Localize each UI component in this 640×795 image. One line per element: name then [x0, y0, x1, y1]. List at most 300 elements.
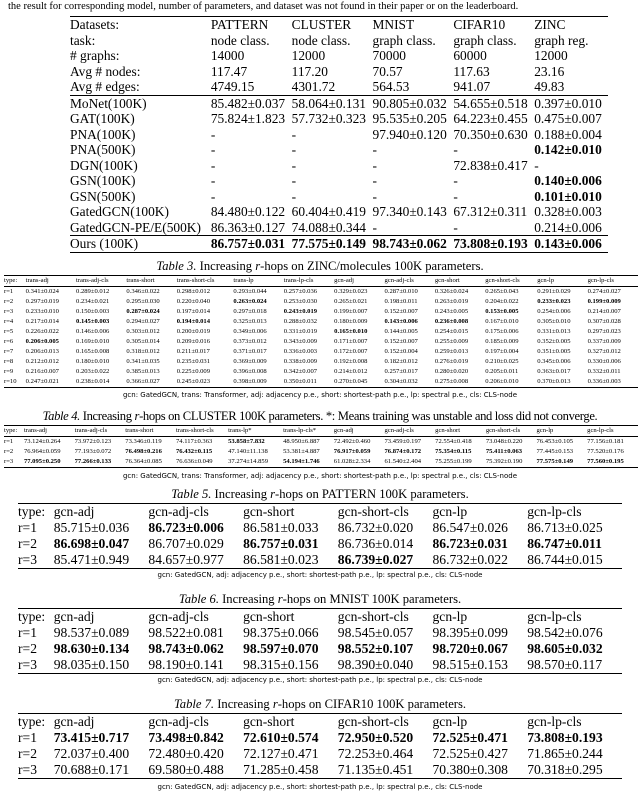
- cell: [433, 762, 528, 779]
- row-label: r=7: [4, 348, 14, 355]
- column-header: gcn-adj: [53, 504, 95, 519]
- cell: [125, 437, 176, 448]
- cell: [384, 437, 435, 448]
- column-header: trans-lp: [233, 276, 283, 287]
- cell: [76, 377, 126, 388]
- cell: [284, 307, 334, 317]
- row-label: MoNet(100K): [70, 95, 211, 111]
- cell-value: 86.363±0.127: [210, 219, 286, 235]
- cell: [211, 204, 292, 220]
- cell-value: 72.480±0.420: [148, 746, 224, 761]
- cell-value: 0.101±0.010: [534, 188, 602, 204]
- cell: [148, 520, 243, 536]
- cell: [588, 317, 638, 327]
- cell-value: 86.723±0.031: [432, 536, 508, 551]
- cell: [76, 317, 126, 327]
- cell-value: 71.135±0.451: [337, 762, 414, 777]
- table-row: [70, 220, 608, 236]
- cell-value: 0.146±0.006: [76, 328, 110, 335]
- cell-value: 0.245±0.023: [176, 378, 211, 385]
- row-label: PNA(500K): [70, 142, 136, 157]
- cell-value: -: [210, 173, 216, 188]
- cell: [373, 158, 454, 174]
- cell-value: 0.330±0.006: [587, 358, 621, 365]
- table-row: [18, 762, 622, 779]
- cell-value: -: [372, 142, 377, 157]
- cell: [433, 552, 528, 569]
- cell: [284, 327, 334, 337]
- cell-value: 86.736±0.014: [337, 536, 414, 551]
- cell: [435, 317, 485, 327]
- cell-value: 0.346±0.022: [126, 288, 160, 295]
- row-label: r=8: [4, 358, 14, 365]
- table-row: [4, 317, 638, 327]
- cell: [588, 307, 638, 317]
- cell-value: 0.343±0.009: [283, 338, 318, 345]
- cell-value: 0.192±0.008: [334, 358, 368, 365]
- table-row: [4, 447, 638, 457]
- cell-value: 0.238±0.014: [76, 378, 110, 385]
- cell: [177, 327, 234, 337]
- cell: [54, 552, 149, 569]
- cell: [177, 297, 234, 307]
- cell: 14000: [210, 48, 245, 63]
- cell: [243, 657, 338, 674]
- cell-value: 76.453±0.105: [536, 438, 574, 445]
- cell: [243, 552, 338, 569]
- cell-value: 0.294±0.027: [126, 318, 160, 325]
- cell-value: 0.338±0.009: [283, 358, 318, 365]
- cell: [243, 730, 338, 746]
- table5: [18, 503, 622, 569]
- cell: 70000: [372, 48, 406, 63]
- cell-value: 0.197±0.014: [176, 308, 211, 315]
- cell: [537, 307, 587, 317]
- caption-text: Increasing: [196, 259, 256, 273]
- cell-value: 0.259±0.013: [434, 348, 469, 355]
- cell-value: 0.265±0.021: [334, 298, 368, 305]
- cell-value: 47.140±11.138: [228, 448, 268, 455]
- cell-value: 98.545±0.057: [337, 625, 414, 640]
- caption-variable: r: [270, 487, 276, 501]
- cell: [534, 158, 608, 174]
- cell-value: 0.206±0.005: [25, 338, 59, 345]
- column-header: gcn-short: [435, 276, 485, 287]
- cell-value: 0.287±0.010: [384, 288, 418, 295]
- cell: [537, 327, 587, 337]
- cell: [435, 447, 486, 457]
- cell-value: 0.332±0.011: [587, 368, 621, 375]
- cell: [588, 357, 638, 367]
- cell-value: 0.280±0.020: [434, 368, 469, 375]
- cell-value: 76.498±0.216: [125, 448, 162, 455]
- cell-value: 0.275±0.008: [434, 378, 469, 385]
- table-row: [70, 189, 608, 205]
- row-label: r=9: [4, 368, 14, 375]
- cell: [148, 746, 243, 762]
- cell-value: 0.180±0.010: [76, 358, 110, 365]
- cell-value: 0.185±0.009: [485, 338, 519, 345]
- caption-label: Table 3.: [156, 259, 197, 273]
- cell-value: 72.525±0.471: [432, 730, 508, 745]
- cell: [534, 95, 608, 111]
- cell-value: -: [453, 173, 458, 188]
- cell: [284, 377, 334, 388]
- column-header: gcn-adj-cls: [148, 714, 209, 729]
- table4: [4, 425, 638, 468]
- cell-value: 77.575±0.149: [536, 458, 574, 465]
- cell: MNIST: [372, 17, 415, 32]
- cell: [433, 657, 528, 674]
- cell: [292, 142, 373, 158]
- cell-value: 0.475±0.007: [534, 111, 602, 126]
- cell-value: 90.805±0.032: [372, 95, 447, 111]
- cell: [385, 357, 435, 367]
- cell: [534, 173, 608, 189]
- cell: [588, 287, 638, 298]
- caption-label: Table 6.: [178, 592, 219, 606]
- cell: [233, 357, 283, 367]
- caption-text: -hops on CIFAR10 100K parameters.: [277, 697, 467, 711]
- column-header: trans-adj-cls: [76, 276, 126, 287]
- cell-value: 64.223±0.455: [453, 111, 528, 126]
- cell: [373, 236, 454, 253]
- cell-value: 98.552±0.107: [337, 641, 414, 656]
- cell: [373, 173, 454, 189]
- cell: [536, 447, 587, 457]
- cell-value: 0.289±0.012: [76, 288, 110, 295]
- cell-value: -: [534, 157, 539, 173]
- cell: [292, 236, 373, 253]
- cell: [54, 625, 149, 641]
- table-row: [70, 158, 608, 174]
- cell-value: -: [291, 126, 297, 142]
- row-label: # graphs:: [70, 48, 120, 63]
- cell: node class.: [210, 32, 270, 48]
- cell: [433, 625, 528, 641]
- cell-value: 77.575±0.149: [291, 236, 366, 251]
- cell: [537, 367, 587, 377]
- cell: [373, 95, 454, 111]
- row-label: task:: [70, 32, 96, 48]
- cell: [534, 220, 608, 236]
- cell-value: 0.263±0.019: [434, 298, 469, 305]
- cell: [485, 287, 537, 298]
- cell-value: 72.838±0.417: [453, 157, 528, 173]
- cell: 564.53: [372, 79, 410, 94]
- cell: [176, 437, 228, 448]
- cell: [76, 297, 126, 307]
- cell-value: 0.254±0.015: [434, 328, 469, 335]
- cell-value: 54.655±0.518: [453, 95, 528, 111]
- cell: [177, 337, 234, 347]
- cell-value: 98.630±0.134: [53, 641, 130, 656]
- cell: [284, 367, 334, 377]
- cell-value: 77.520±0.176: [587, 448, 624, 455]
- cell-value: -: [291, 188, 297, 204]
- cell: [435, 297, 485, 307]
- cell: [435, 287, 485, 298]
- cell-value: 75.411±0.063: [485, 448, 523, 455]
- column-header: gcn-short: [243, 714, 295, 729]
- cell-value: 0.254±0.006: [537, 308, 571, 315]
- cell: [537, 287, 587, 298]
- cell-value: 86.581±0.023: [243, 552, 319, 567]
- cell-value: 0.199±0.009: [587, 298, 621, 305]
- cell-value: 0.234±0.021: [76, 298, 110, 305]
- cell-value: 86.581±0.033: [243, 520, 319, 535]
- cell: [485, 367, 537, 377]
- column-header: gcn-lp: [537, 276, 587, 287]
- cell: [433, 520, 528, 536]
- cell: [435, 377, 485, 388]
- row-label: GatedGCN(100K): [70, 204, 169, 219]
- cell: [537, 377, 587, 388]
- cell: [486, 447, 537, 457]
- cell: [453, 204, 534, 220]
- cell: [527, 520, 622, 536]
- cell-value: 85.471±0.949: [53, 552, 130, 567]
- cell-value: 98.522±0.081: [148, 625, 224, 640]
- cell: [453, 127, 534, 143]
- cell-value: 98.537±0.089: [53, 625, 130, 640]
- cell-value: 84.657±0.977: [148, 552, 224, 567]
- column-header: gcn-lp: [432, 504, 468, 519]
- table6-caption: [0, 593, 640, 606]
- cell: [338, 657, 433, 674]
- cell-value: 72.950±0.520: [337, 730, 414, 745]
- cell-value: 0.371±0.017: [233, 348, 267, 355]
- column-header: gcn-adj-cls: [384, 426, 435, 437]
- caption-variable: r: [272, 697, 278, 711]
- cell: [334, 327, 384, 337]
- cell-value: 0.257±0.036: [283, 288, 318, 295]
- cell: [453, 220, 534, 236]
- cell: [233, 297, 283, 307]
- meta-row: [70, 64, 608, 80]
- cell: [24, 457, 75, 468]
- cell: [334, 367, 384, 377]
- cell: [243, 641, 338, 657]
- cell: [284, 317, 334, 327]
- column-header: gcn-lp-cls: [527, 504, 582, 519]
- cell-value: 0.265±0.043: [485, 288, 519, 295]
- cell: [243, 625, 338, 641]
- row-label: Avg # nodes:: [70, 63, 141, 79]
- cell-value: 76.874±0.172: [384, 448, 422, 455]
- cell: [54, 657, 149, 674]
- cell-value: 0.373±0.012: [233, 338, 267, 345]
- cell: [385, 347, 435, 357]
- cell-value: 0.341±0.024: [25, 288, 59, 295]
- cell: [284, 357, 334, 367]
- cell: [125, 457, 176, 468]
- cell: [527, 625, 622, 641]
- cell: [373, 111, 454, 127]
- cell-value: 0.165±0.008: [76, 348, 110, 355]
- cell-value: 70.350±0.630: [453, 126, 528, 142]
- cell: [537, 317, 587, 327]
- cell: [233, 287, 283, 298]
- cell: [384, 457, 435, 468]
- cell-value: 72.525±0.427: [432, 746, 508, 761]
- cell-value: 0.370±0.013: [537, 378, 571, 385]
- cell: 117.20: [291, 63, 328, 79]
- cell: [233, 377, 283, 388]
- cell-value: 0.165±0.010: [334, 328, 368, 335]
- cell-value: 71.865±0.244: [527, 746, 603, 761]
- cell: [284, 297, 334, 307]
- cell-value: 72.492±0.460: [333, 438, 371, 445]
- cell-value: 48.950±6.887: [283, 438, 320, 445]
- cell: [338, 520, 433, 536]
- cell-value: 0.351±0.005: [537, 348, 571, 355]
- cell: [338, 641, 433, 657]
- row-label: GSN(100K): [70, 173, 136, 188]
- meta-row: [70, 48, 608, 64]
- cell-value: 97.340±0.143: [372, 204, 447, 219]
- table-row: [70, 111, 608, 127]
- cell: [435, 327, 485, 337]
- cell: [334, 377, 384, 388]
- cell-value: 0.243±0.019: [283, 308, 318, 315]
- caption-text: -hops on ZINC/molecules 100K parameters.: [260, 259, 484, 273]
- row-label: r=10: [4, 378, 17, 385]
- cell: [587, 457, 638, 468]
- cell: [177, 357, 234, 367]
- cell: [211, 220, 292, 236]
- cell-value: 53.858±7.832: [228, 438, 265, 445]
- cell: [26, 377, 76, 388]
- cell: [177, 287, 234, 298]
- column-header: gcn-adj: [334, 426, 385, 437]
- cell: [177, 317, 234, 327]
- cell-value: 73.808±0.193: [453, 236, 528, 251]
- column-header: gcn-adj-cls: [148, 504, 209, 519]
- table3: [4, 275, 638, 388]
- cell-value: 0.226±0.022: [25, 328, 59, 335]
- cell: [211, 189, 292, 205]
- cell: [24, 437, 75, 448]
- cell-value: -: [210, 142, 216, 157]
- table-row: [4, 437, 638, 448]
- row-label: Datasets:: [70, 17, 120, 32]
- cell-value: 75.354±0.115: [435, 448, 472, 455]
- cell-value: -: [372, 157, 377, 173]
- meta-row: [70, 79, 608, 95]
- column-header: trans-short: [126, 276, 176, 287]
- table-row: [70, 142, 608, 158]
- cell-value: 72.127±0.471: [243, 746, 319, 761]
- cell: [75, 447, 126, 457]
- cell-value: 0.140±0.006: [534, 173, 602, 188]
- cell: [453, 173, 534, 189]
- cell: [334, 447, 385, 457]
- column-header: gcn-short-cls: [337, 609, 409, 624]
- caption-variable: r: [255, 259, 261, 273]
- cell: [54, 730, 149, 746]
- header-row: [4, 426, 638, 437]
- cell: [243, 520, 338, 536]
- cell: [527, 730, 622, 746]
- cell: [537, 347, 587, 357]
- cell-value: 77.156±0.181: [587, 438, 624, 445]
- cell-value: 0.336±0.003: [587, 378, 621, 385]
- row-label: Ours (100K): [70, 236, 211, 253]
- row-label: GatedGCN-PE/E(500K): [70, 219, 201, 235]
- cell: [527, 762, 622, 779]
- cell: [527, 536, 622, 552]
- cell-value: 76.432±0.115: [175, 448, 213, 455]
- cell: [587, 447, 638, 457]
- cell-value: 98.375±0.066: [243, 625, 319, 640]
- cell-value: 0.209±0.016: [176, 338, 211, 345]
- cell-value: 0.194±0.014: [176, 318, 211, 325]
- cell-value: 73.124±0.264: [23, 438, 61, 445]
- cell-value: -: [210, 188, 216, 204]
- cell: [485, 377, 537, 388]
- cell: [534, 236, 608, 253]
- cell-value: 0.366±0.027: [126, 378, 160, 385]
- cell-value: 0.274±0.027: [587, 288, 621, 295]
- cell-value: 0.253±0.030: [283, 298, 318, 305]
- cell-value: 73.808±0.193: [527, 730, 603, 745]
- cell: [338, 730, 433, 746]
- cell: [435, 357, 485, 367]
- cell: [233, 317, 283, 327]
- cell: [527, 552, 622, 569]
- cell: [588, 377, 638, 388]
- cell: 4749.15: [210, 79, 255, 94]
- cell: CLUSTER: [291, 17, 352, 32]
- column-header: gcn-lp: [432, 714, 468, 729]
- cell-value: 0.214±0.012: [334, 368, 368, 375]
- cell: 941.07: [453, 79, 491, 94]
- caption-text: -hops on MNIST 100K parameters.: [282, 592, 462, 606]
- cell-value: 0.288±0.032: [283, 318, 318, 325]
- row-label: GAT(100K): [70, 111, 135, 126]
- cell-value: 69.580±0.488: [148, 762, 224, 777]
- cell-value: 0.220±0.040: [176, 298, 211, 305]
- row-label: r=3: [18, 657, 37, 672]
- row-label: r=1: [18, 520, 37, 535]
- cell-value: 95.535±0.205: [372, 111, 447, 126]
- cell: [243, 746, 338, 762]
- cell: [373, 204, 454, 220]
- cell: [283, 437, 334, 448]
- cell: [485, 317, 537, 327]
- cell: [243, 536, 338, 552]
- cell: [292, 173, 373, 189]
- cell: [385, 337, 435, 347]
- cell: [534, 127, 608, 143]
- cell: [338, 625, 433, 641]
- cell-value: 77.095±0.250: [23, 458, 61, 465]
- cell: [211, 127, 292, 143]
- row-label: r=1: [4, 438, 14, 445]
- table-row: [70, 236, 608, 253]
- row-label: r=6: [4, 338, 14, 345]
- cell: 117.63: [453, 63, 490, 79]
- cell-value: 72.037±0.400: [53, 746, 130, 761]
- cell-value: 0.325±0.013: [233, 318, 267, 325]
- column-header: gcn-adj: [334, 276, 384, 287]
- cell: [433, 536, 528, 552]
- cell-value: 0.142±0.010: [534, 142, 602, 157]
- cell: [126, 307, 176, 317]
- cell-value: -: [291, 157, 297, 173]
- cell: [26, 297, 76, 307]
